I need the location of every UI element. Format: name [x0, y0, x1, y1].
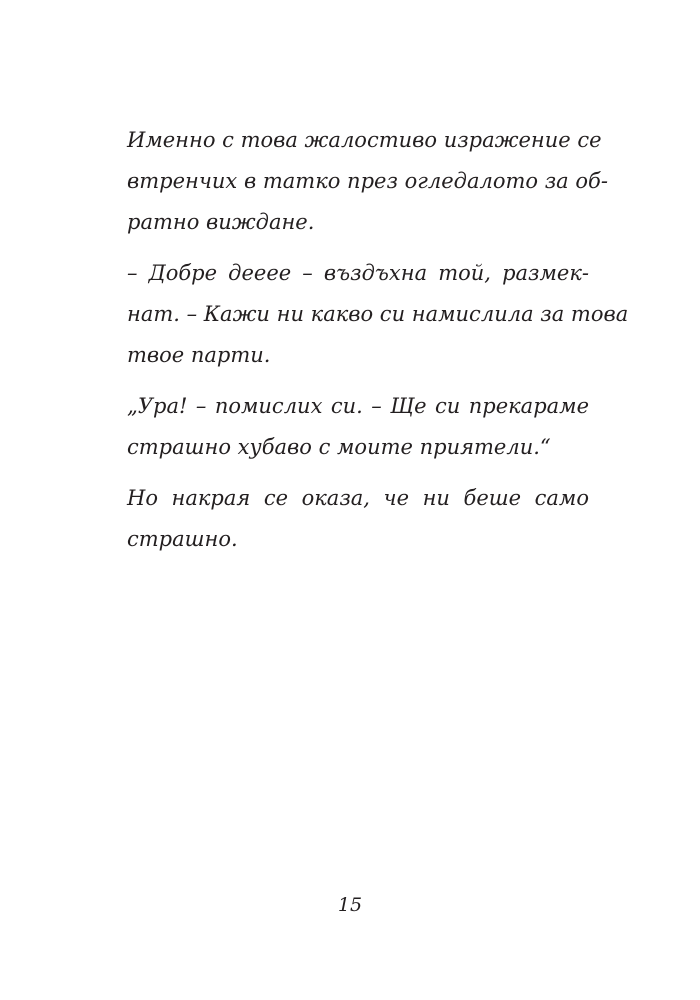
text-line: нат. – Кажи ни какво си намислила за това	[127, 302, 629, 326]
paragraph-3	[127, 386, 589, 468]
body-text	[127, 120, 629, 570]
text-line: – Добре дееее – въздъхна той, размек-	[127, 261, 589, 285]
text-line: страшно.	[127, 527, 238, 551]
text-line: твое парти.	[127, 343, 271, 367]
text-line: втренчих в татко през огледалото за об-	[127, 169, 608, 193]
text-line: Но накрая се оказа, че ни беше само	[127, 486, 589, 510]
text-line: „Ура! – помислих си. – Ще си прекараме	[127, 394, 589, 418]
text-line: ратно виждане.	[127, 210, 315, 234]
text-line: Именно с това жалостиво изражение се	[127, 128, 602, 152]
text-line: страшно хубаво с моите приятели.“	[127, 435, 551, 459]
paragraph-4	[127, 478, 589, 560]
page-number: 15	[337, 894, 363, 916]
paragraph-1	[127, 120, 608, 243]
paragraph-2	[127, 253, 629, 376]
